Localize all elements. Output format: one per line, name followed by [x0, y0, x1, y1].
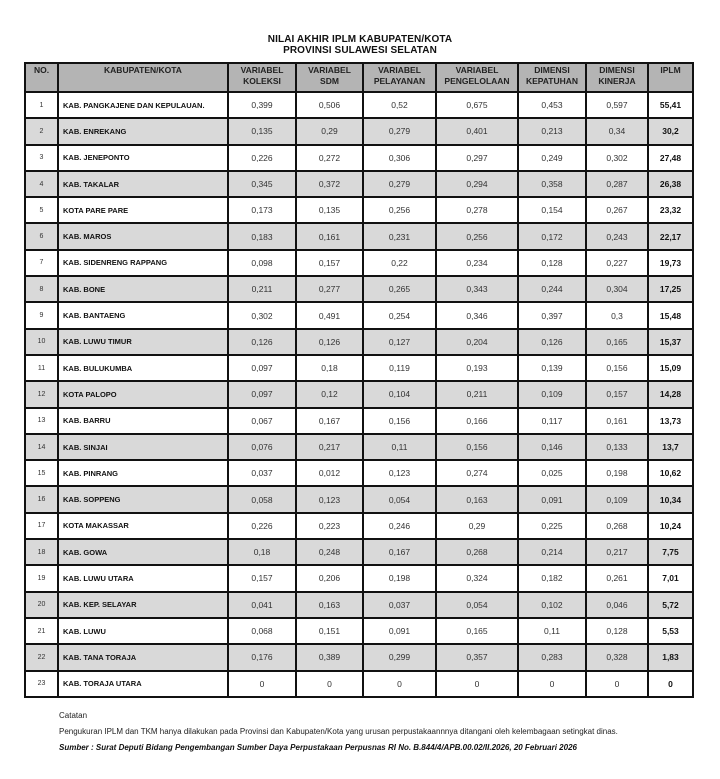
variabel-pengelolaan-value: 0,346: [436, 302, 518, 328]
kabupaten-kota-name: KOTA PALOPO: [58, 381, 228, 407]
variabel-pelayanan-value: 0,279: [363, 171, 436, 197]
notes-section: [59, 708, 618, 756]
variabel-pengelolaan-value: 0,268: [436, 539, 518, 565]
variabel-pengelolaan-value: 0,256: [436, 223, 518, 249]
row-number: 7: [25, 250, 58, 276]
table-row: [25, 118, 693, 144]
variabel-koleksi-value: 0,097: [228, 355, 296, 381]
dimensi-kinerja-value: 0,217: [586, 539, 648, 565]
dimensi-kinerja-value: 0,165: [586, 329, 648, 355]
row-number: 9: [25, 302, 58, 328]
dimensi-kepatuhan-value: 0,091: [518, 486, 586, 512]
variabel-koleksi-value: 0,173: [228, 197, 296, 223]
variabel-koleksi-value: 0,067: [228, 408, 296, 434]
kabupaten-kota-name: KAB. JENEPONTO: [58, 145, 228, 171]
kabupaten-kota-name: KAB. GOWA: [58, 539, 228, 565]
table-row: [25, 618, 693, 644]
dimensi-kepatuhan-value: 0,244: [518, 276, 586, 302]
dimensi-kepatuhan-value: 0,453: [518, 92, 586, 118]
iplm-value: 14,28: [648, 381, 693, 407]
iplm-value: 13,7: [648, 434, 693, 460]
source-citation: Sumber : Surat Deputi Bidang Pengembangan Sumber Daya Perpustakaan Perpusnas RI No. B.844/4/APB.00.02/II.2026, 20 Februari 2026: [59, 743, 577, 752]
iplm-value: 19,73: [648, 250, 693, 276]
kabupaten-kota-name: KAB. BANTAENG: [58, 302, 228, 328]
iplm-value: 26,38: [648, 171, 693, 197]
variabel-pelayanan-value: 0,256: [363, 197, 436, 223]
variabel-sdm-value: 0,223: [296, 513, 363, 539]
variabel-koleksi-value: 0,345: [228, 171, 296, 197]
dimensi-kepatuhan-value: 0,397: [518, 302, 586, 328]
variabel-koleksi-value: 0,176: [228, 644, 296, 670]
variabel-koleksi-value: 0,211: [228, 276, 296, 302]
variabel-koleksi-value: 0,226: [228, 145, 296, 171]
iplm-value: 17,25: [648, 276, 693, 302]
variabel-koleksi-value: 0,183: [228, 223, 296, 249]
variabel-sdm-value: 0,389: [296, 644, 363, 670]
dimensi-kepatuhan-value: 0,146: [518, 434, 586, 460]
dimensi-kinerja-value: 0: [586, 671, 648, 697]
variabel-sdm-value: 0,163: [296, 592, 363, 618]
variabel-pelayanan-value: 0: [363, 671, 436, 697]
variabel-pengelolaan-value: 0,165: [436, 618, 518, 644]
variabel-koleksi-value: 0,226: [228, 513, 296, 539]
variabel-sdm-value: 0,123: [296, 486, 363, 512]
variabel-sdm-value: 0,151: [296, 618, 363, 644]
variabel-sdm-value: 0,491: [296, 302, 363, 328]
iplm-value: 10,24: [648, 513, 693, 539]
row-number: 14: [25, 434, 58, 460]
variabel-koleksi-value: 0,157: [228, 565, 296, 591]
kabupaten-kota-name: KAB. LUWU UTARA: [58, 565, 228, 591]
notes-text: Pengukuran IPLM dan TKM hanya dilakukan pada Provinsi dan Kabupaten/Kota yang urusan perpustakaannnya ditangani oleh kelembagaan setingkat dinas.: [59, 727, 618, 736]
kabupaten-kota-name: KOTA MAKASSAR: [58, 513, 228, 539]
header-dimensi-kinerja: DIMENSI KINERJA: [586, 63, 648, 92]
dimensi-kepatuhan-value: 0: [518, 671, 586, 697]
dimensi-kinerja-value: 0,046: [586, 592, 648, 618]
dimensi-kinerja-value: 0,3: [586, 302, 648, 328]
row-number: 20: [25, 592, 58, 618]
variabel-koleksi-value: 0: [228, 671, 296, 697]
kabupaten-kota-name: KAB. LUWU: [58, 618, 228, 644]
document-subtitle: PROVINSI SULAWESI SELATAN: [283, 45, 437, 56]
iplm-value: 23,32: [648, 197, 693, 223]
table-row: [25, 145, 693, 171]
variabel-pelayanan-value: 0,037: [363, 592, 436, 618]
variabel-sdm-value: 0,12: [296, 381, 363, 407]
dimensi-kepatuhan-value: 0,109: [518, 381, 586, 407]
variabel-pelayanan-value: 0,119: [363, 355, 436, 381]
row-number: 22: [25, 644, 58, 670]
header-variabel-sdm: VARIABEL SDM: [296, 63, 363, 92]
header-no: NO.: [25, 63, 58, 92]
iplm-value: 55,41: [648, 92, 693, 118]
dimensi-kinerja-value: 0,268: [586, 513, 648, 539]
header-kabupaten-kota: KABUPATEN/KOTA: [58, 63, 228, 92]
notes-label: Catatan: [59, 711, 88, 720]
dimensi-kepatuhan-value: 0,225: [518, 513, 586, 539]
row-number: 16: [25, 486, 58, 512]
variabel-pelayanan-value: 0,306: [363, 145, 436, 171]
variabel-pengelolaan-value: 0,166: [436, 408, 518, 434]
variabel-koleksi-value: 0,058: [228, 486, 296, 512]
table-row: [25, 381, 693, 407]
table-row: [25, 329, 693, 355]
variabel-sdm-value: 0: [296, 671, 363, 697]
variabel-koleksi-value: 0,135: [228, 118, 296, 144]
iplm-value: 0: [648, 671, 693, 697]
variabel-sdm-value: 0,217: [296, 434, 363, 460]
variabel-sdm-value: 0,167: [296, 408, 363, 434]
dimensi-kinerja-value: 0,133: [586, 434, 648, 460]
variabel-pelayanan-value: 0,279: [363, 118, 436, 144]
dimensi-kinerja-value: 0,302: [586, 145, 648, 171]
header-variabel-pelayanan: VARIABEL PELAYANAN: [363, 63, 436, 92]
variabel-koleksi-value: 0,302: [228, 302, 296, 328]
dimensi-kinerja-value: 0,243: [586, 223, 648, 249]
table-row: [25, 565, 693, 591]
iplm-value: 5,53: [648, 618, 693, 644]
table-row: [25, 197, 693, 223]
variabel-sdm-value: 0,135: [296, 197, 363, 223]
variabel-pelayanan-value: 0,265: [363, 276, 436, 302]
table-header-row: [25, 63, 693, 92]
table-row: [25, 460, 693, 486]
header-iplm: IPLM: [648, 63, 693, 92]
variabel-pelayanan-value: 0,123: [363, 460, 436, 486]
iplm-value: 7,75: [648, 539, 693, 565]
table-row: [25, 250, 693, 276]
table-row: [25, 644, 693, 670]
header-dimensi-kepatuhan: DIMENSI KEPATUHAN: [518, 63, 586, 92]
dimensi-kepatuhan-value: 0,102: [518, 592, 586, 618]
table-row: [25, 539, 693, 565]
row-number: 1: [25, 92, 58, 118]
dimensi-kepatuhan-value: 0,025: [518, 460, 586, 486]
row-number: 21: [25, 618, 58, 644]
dimensi-kinerja-value: 0,34: [586, 118, 648, 144]
dimensi-kinerja-value: 0,227: [586, 250, 648, 276]
variabel-pengelolaan-value: 0,234: [436, 250, 518, 276]
variabel-pengelolaan-value: 0,211: [436, 381, 518, 407]
iplm-value: 15,09: [648, 355, 693, 381]
variabel-sdm-value: 0,372: [296, 171, 363, 197]
variabel-pelayanan-value: 0,22: [363, 250, 436, 276]
dimensi-kepatuhan-value: 0,128: [518, 250, 586, 276]
kabupaten-kota-name: KAB. ENREKANG: [58, 118, 228, 144]
row-number: 19: [25, 565, 58, 591]
variabel-koleksi-value: 0,037: [228, 460, 296, 486]
variabel-pelayanan-value: 0,104: [363, 381, 436, 407]
variabel-sdm-value: 0,29: [296, 118, 363, 144]
dimensi-kepatuhan-value: 0,213: [518, 118, 586, 144]
dimensi-kepatuhan-value: 0,182: [518, 565, 586, 591]
dimensi-kinerja-value: 0,304: [586, 276, 648, 302]
variabel-pengelolaan-value: 0,324: [436, 565, 518, 591]
dimensi-kepatuhan-value: 0,172: [518, 223, 586, 249]
iplm-value: 15,48: [648, 302, 693, 328]
iplm-value: 10,62: [648, 460, 693, 486]
variabel-sdm-value: 0,206: [296, 565, 363, 591]
variabel-pelayanan-value: 0,254: [363, 302, 436, 328]
variabel-koleksi-value: 0,399: [228, 92, 296, 118]
table-row: [25, 486, 693, 512]
variabel-pelayanan-value: 0,167: [363, 539, 436, 565]
variabel-sdm-value: 0,506: [296, 92, 363, 118]
dimensi-kinerja-value: 0,198: [586, 460, 648, 486]
variabel-pengelolaan-value: 0,204: [436, 329, 518, 355]
variabel-pelayanan-value: 0,231: [363, 223, 436, 249]
variabel-sdm-value: 0,248: [296, 539, 363, 565]
iplm-value: 5,72: [648, 592, 693, 618]
variabel-koleksi-value: 0,098: [228, 250, 296, 276]
variabel-sdm-value: 0,126: [296, 329, 363, 355]
variabel-sdm-value: 0,277: [296, 276, 363, 302]
iplm-value: 15,37: [648, 329, 693, 355]
kabupaten-kota-name: KAB. SIDENRENG RAPPANG: [58, 250, 228, 276]
variabel-pengelolaan-value: 0,156: [436, 434, 518, 460]
variabel-pelayanan-value: 0,127: [363, 329, 436, 355]
kabupaten-kota-name: KAB. BULUKUMBA: [58, 355, 228, 381]
dimensi-kepatuhan-value: 0,249: [518, 145, 586, 171]
variabel-pelayanan-value: 0,11: [363, 434, 436, 460]
row-number: 17: [25, 513, 58, 539]
variabel-pengelolaan-value: 0,274: [436, 460, 518, 486]
table-body: [25, 92, 693, 697]
iplm-value: 7,01: [648, 565, 693, 591]
row-number: 12: [25, 381, 58, 407]
row-number: 5: [25, 197, 58, 223]
table-row: [25, 355, 693, 381]
variabel-pelayanan-value: 0,52: [363, 92, 436, 118]
variabel-sdm-value: 0,012: [296, 460, 363, 486]
dimensi-kinerja-value: 0,287: [586, 171, 648, 197]
dimensi-kepatuhan-value: 0,117: [518, 408, 586, 434]
iplm-value: 10,34: [648, 486, 693, 512]
variabel-sdm-value: 0,161: [296, 223, 363, 249]
row-number: 15: [25, 460, 58, 486]
kabupaten-kota-name: KAB. TANA TORAJA: [58, 644, 228, 670]
variabel-pengelolaan-value: 0,193: [436, 355, 518, 381]
variabel-pengelolaan-value: 0,401: [436, 118, 518, 144]
variabel-koleksi-value: 0,041: [228, 592, 296, 618]
dimensi-kepatuhan-value: 0,11: [518, 618, 586, 644]
row-number: 8: [25, 276, 58, 302]
row-number: 18: [25, 539, 58, 565]
kabupaten-kota-name: KAB. SINJAI: [58, 434, 228, 460]
dimensi-kepatuhan-value: 0,139: [518, 355, 586, 381]
variabel-pengelolaan-value: 0,278: [436, 197, 518, 223]
variabel-koleksi-value: 0,18: [228, 539, 296, 565]
variabel-pengelolaan-value: 0,29: [436, 513, 518, 539]
document-title: NILAI AKHIR IPLM KABUPATEN/KOTA: [267, 34, 453, 45]
dimensi-kinerja-value: 0,161: [586, 408, 648, 434]
variabel-koleksi-value: 0,076: [228, 434, 296, 460]
variabel-pengelolaan-value: 0,297: [436, 145, 518, 171]
dimensi-kepatuhan-value: 0,358: [518, 171, 586, 197]
variabel-koleksi-value: 0,068: [228, 618, 296, 644]
kabupaten-kota-name: KAB. TAKALAR: [58, 171, 228, 197]
variabel-koleksi-value: 0,126: [228, 329, 296, 355]
table-row: [25, 434, 693, 460]
table-row: [25, 592, 693, 618]
table-row: [25, 276, 693, 302]
variabel-sdm-value: 0,18: [296, 355, 363, 381]
dimensi-kinerja-value: 0,109: [586, 486, 648, 512]
variabel-pelayanan-value: 0,299: [363, 644, 436, 670]
table-row: [25, 92, 693, 118]
variabel-pengelolaan-value: 0,675: [436, 92, 518, 118]
kabupaten-kota-name: KAB. MAROS: [58, 223, 228, 249]
variabel-pelayanan-value: 0,246: [363, 513, 436, 539]
iplm-table: [24, 62, 694, 698]
dimensi-kinerja-value: 0,267: [586, 197, 648, 223]
row-number: 4: [25, 171, 58, 197]
row-number: 6: [25, 223, 58, 249]
dimensi-kinerja-value: 0,597: [586, 92, 648, 118]
header-variabel-pengelolaan: VARIABEL PENGELOLAAN: [436, 63, 518, 92]
dimensi-kinerja-value: 0,261: [586, 565, 648, 591]
variabel-sdm-value: 0,272: [296, 145, 363, 171]
kabupaten-kota-name: KOTA PARE PARE: [58, 197, 228, 223]
iplm-value: 27,48: [648, 145, 693, 171]
dimensi-kinerja-value: 0,156: [586, 355, 648, 381]
kabupaten-kota-name: KAB. KEP. SELAYAR: [58, 592, 228, 618]
row-number: 23: [25, 671, 58, 697]
row-number: 11: [25, 355, 58, 381]
row-number: 13: [25, 408, 58, 434]
iplm-value: 1,83: [648, 644, 693, 670]
dimensi-kepatuhan-value: 0,154: [518, 197, 586, 223]
kabupaten-kota-name: KAB. SOPPENG: [58, 486, 228, 512]
row-number: 10: [25, 329, 58, 355]
variabel-koleksi-value: 0,097: [228, 381, 296, 407]
dimensi-kepatuhan-value: 0,283: [518, 644, 586, 670]
kabupaten-kota-name: KAB. TORAJA UTARA: [58, 671, 228, 697]
kabupaten-kota-name: KAB. PANGKAJENE DAN KEPULAUAN.: [58, 92, 228, 118]
variabel-pengelolaan-value: 0,163: [436, 486, 518, 512]
iplm-value: 30,2: [648, 118, 693, 144]
table-row: [25, 671, 693, 697]
row-number: 2: [25, 118, 58, 144]
table-row: [25, 408, 693, 434]
dimensi-kepatuhan-value: 0,126: [518, 329, 586, 355]
iplm-value: 13,73: [648, 408, 693, 434]
header-variabel-koleksi: VARIABEL KOLEKSI: [228, 63, 296, 92]
table-row: [25, 302, 693, 328]
variabel-sdm-value: 0,157: [296, 250, 363, 276]
variabel-pelayanan-value: 0,198: [363, 565, 436, 591]
variabel-pengelolaan-value: 0,054: [436, 592, 518, 618]
kabupaten-kota-name: KAB. LUWU TIMUR: [58, 329, 228, 355]
variabel-pengelolaan-value: 0,357: [436, 644, 518, 670]
variabel-pengelolaan-value: 0,294: [436, 171, 518, 197]
table-row: [25, 171, 693, 197]
kabupaten-kota-name: KAB. BONE: [58, 276, 228, 302]
row-number: 3: [25, 145, 58, 171]
table-row: [25, 513, 693, 539]
kabupaten-kota-name: KAB. BARRU: [58, 408, 228, 434]
variabel-pelayanan-value: 0,091: [363, 618, 436, 644]
iplm-value: 22,17: [648, 223, 693, 249]
variabel-pelayanan-value: 0,054: [363, 486, 436, 512]
dimensi-kinerja-value: 0,128: [586, 618, 648, 644]
kabupaten-kota-name: KAB. PINRANG: [58, 460, 228, 486]
variabel-pengelolaan-value: 0,343: [436, 276, 518, 302]
dimensi-kinerja-value: 0,157: [586, 381, 648, 407]
dimensi-kinerja-value: 0,328: [586, 644, 648, 670]
dimensi-kepatuhan-value: 0,214: [518, 539, 586, 565]
variabel-pengelolaan-value: 0: [436, 671, 518, 697]
variabel-pelayanan-value: 0,156: [363, 408, 436, 434]
table-row: [25, 223, 693, 249]
